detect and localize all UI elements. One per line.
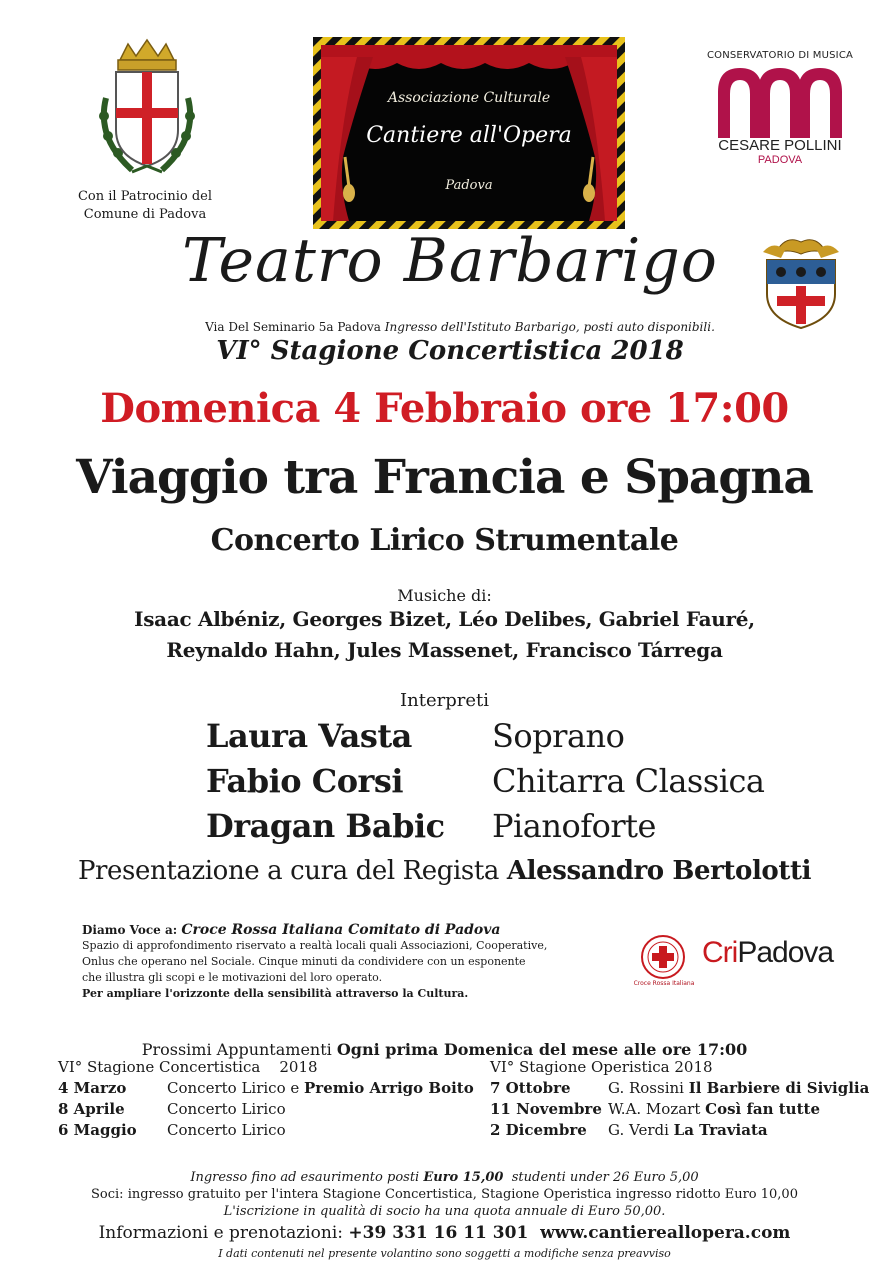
performer-role: Pianoforte bbox=[492, 807, 656, 845]
upcoming-heading bbox=[20, 1040, 869, 1059]
venue-title: Teatro Barbarigo bbox=[182, 226, 718, 296]
comune-caption bbox=[60, 188, 230, 224]
schedule-event bbox=[608, 1079, 869, 1097]
performer-role: Chitarra Classica bbox=[492, 762, 765, 800]
composers-label: Musiche di: bbox=[397, 586, 492, 605]
schedule-event: Concerto Lirico bbox=[167, 1100, 286, 1118]
schedule-composer: G. Rossini bbox=[608, 1079, 689, 1097]
concert-subtitle: Concerto Lirico Strumentale bbox=[210, 523, 679, 558]
diamo-voce-label: Diamo Voce a: bbox=[82, 923, 182, 937]
schedule-date: 6 Maggio bbox=[58, 1121, 137, 1139]
composers-line-2: Reynaldo Hahn, Jules Massenet, Francisco Tárrega bbox=[166, 638, 723, 662]
ticket-prices bbox=[20, 1170, 869, 1185]
conservatorio-city: PADOVA bbox=[757, 154, 803, 166]
cri-caption: Croce Rossa Italiana bbox=[633, 980, 695, 987]
contact-details: +39 331 16 11 301 www.cantiereallopera.com bbox=[348, 1223, 791, 1243]
performer-name: Laura Vasta bbox=[206, 717, 412, 755]
diamo-voce-motto: Per ampliare l'orizzonte della sensibilità attraverso la Cultura. bbox=[82, 987, 469, 1000]
cri-padova-logo-text bbox=[702, 936, 833, 970]
diamo-voce-line: Spazio di approfondimento riservato a realtà locali quali Associazioni, Cooperative, bbox=[82, 939, 548, 952]
diamo-voce-heading bbox=[82, 922, 602, 938]
comune-caption-line2: Comune di Padova bbox=[83, 207, 207, 222]
ticket-price: Euro 15,00 bbox=[423, 1170, 504, 1185]
performer-role: Soprano bbox=[492, 717, 625, 755]
event-date: Domenica 4 Febbraio ore 17:00 bbox=[100, 385, 789, 432]
comune-caption-line1: Con il Patrocinio del bbox=[77, 189, 212, 204]
performer-name: Fabio Corsi bbox=[206, 762, 404, 800]
red-cross-icon bbox=[640, 934, 686, 980]
presentation-credit bbox=[20, 856, 869, 886]
upcoming-frequency: Ogni prima Domenica del mese alle ore 17:00 bbox=[336, 1040, 748, 1059]
composers-line-1: Isaac Albéniz, Georges Bizet, Léo Delibes, Gabriel Fauré, bbox=[134, 607, 755, 631]
curtain-text-name: Cantiere all'Opera bbox=[366, 123, 572, 148]
diamo-voce-line: che illustra gli scopi e le motivazioni del loro operato. bbox=[82, 971, 383, 984]
venue-address bbox=[100, 320, 820, 334]
director-name: Alessandro Bertolotti bbox=[506, 856, 812, 886]
conservatorio-arches-logo bbox=[716, 62, 844, 138]
contact-label: Informazioni e prenotazioni: bbox=[98, 1223, 349, 1243]
schedule-opera-title: Così fan tutte bbox=[705, 1100, 820, 1118]
diamo-voce-line: Onlus che operano nel Sociale. Cinque minuti da condividere con un esponente bbox=[82, 955, 526, 968]
schedule-composer: W.A. Mozart bbox=[608, 1100, 706, 1118]
schedule-event bbox=[608, 1100, 820, 1118]
opera-season-heading: VI° Stagione Operistica 2018 bbox=[490, 1058, 713, 1076]
membership-fee: L'iscrizione in qualità di socio ha una quota annuale di Euro 50,00. bbox=[223, 1204, 666, 1219]
concert-title: Viaggio tra Francia e Spagna bbox=[76, 450, 813, 505]
schedule-event bbox=[608, 1121, 768, 1139]
comune-padova-crest-icon bbox=[92, 38, 202, 186]
address-street: Via Del Seminario 5a Padova bbox=[205, 320, 385, 334]
season-title: VI° Stagione Concertistica 2018 bbox=[216, 336, 684, 366]
cri-name-dark: Padova bbox=[737, 936, 834, 969]
diamo-voce-block bbox=[82, 922, 602, 1002]
disclaimer: I dati contenuti nel presente volantino sono soggetti a modifiche senza preavviso bbox=[218, 1247, 671, 1260]
ticket-text: Ingresso fino ad esaurimento posti bbox=[190, 1170, 424, 1185]
conservatorio-header: CONSERVATORIO DI MUSICA bbox=[706, 50, 854, 61]
members-info: Soci: ingresso gratuito per l'intera Stagione Concertistica, Stagione Operistica ingresso ridotto Euro 10,00 bbox=[91, 1187, 798, 1202]
schedule-event: Concerto Lirico bbox=[167, 1121, 286, 1139]
presentation-text: Presentazione a cura del Regista bbox=[77, 856, 507, 886]
cri-name-red: Cri bbox=[702, 936, 738, 969]
performers-label: Interpreti bbox=[400, 690, 489, 711]
schedule-date: 4 Marzo bbox=[58, 1079, 127, 1097]
address-note: Ingresso dell'Istituto Barbarigo, posti auto disponibili. bbox=[384, 320, 715, 334]
schedule-event bbox=[167, 1079, 474, 1097]
schedule-date: 8 Aprile bbox=[58, 1100, 125, 1118]
performer-name: Dragan Babic bbox=[206, 807, 445, 845]
schedule-event-highlight: Premio Arrigo Boito bbox=[304, 1079, 474, 1097]
diamo-voce-org: Croce Rossa Italiana Comitato di Padova bbox=[181, 922, 501, 938]
schedule-opera-title: La Traviata bbox=[673, 1121, 768, 1139]
concert-season-heading: VI° Stagione Concertistica 2018 bbox=[58, 1058, 318, 1076]
conservatorio-name: CESARE POLLINI bbox=[718, 137, 842, 154]
curtain-text-city: Padova bbox=[445, 178, 493, 193]
contact-info bbox=[20, 1223, 869, 1243]
schedule-date: 2 Dicembre bbox=[490, 1121, 587, 1139]
schedule-composer: G. Verdi bbox=[608, 1121, 674, 1139]
schedule-date: 7 Ottobre bbox=[490, 1079, 571, 1097]
upcoming-label: Prossimi Appuntamenti bbox=[141, 1040, 337, 1059]
schedule-date: 11 Novembre bbox=[490, 1100, 602, 1118]
curtain-text-association: Associazione Culturale bbox=[387, 90, 551, 106]
schedule-opera-title: Il Barbiere di Siviglia bbox=[688, 1079, 870, 1097]
schedule-event-text: Concerto Lirico e bbox=[167, 1079, 305, 1097]
student-price: studenti under 26 Euro 5,00 bbox=[503, 1170, 699, 1185]
